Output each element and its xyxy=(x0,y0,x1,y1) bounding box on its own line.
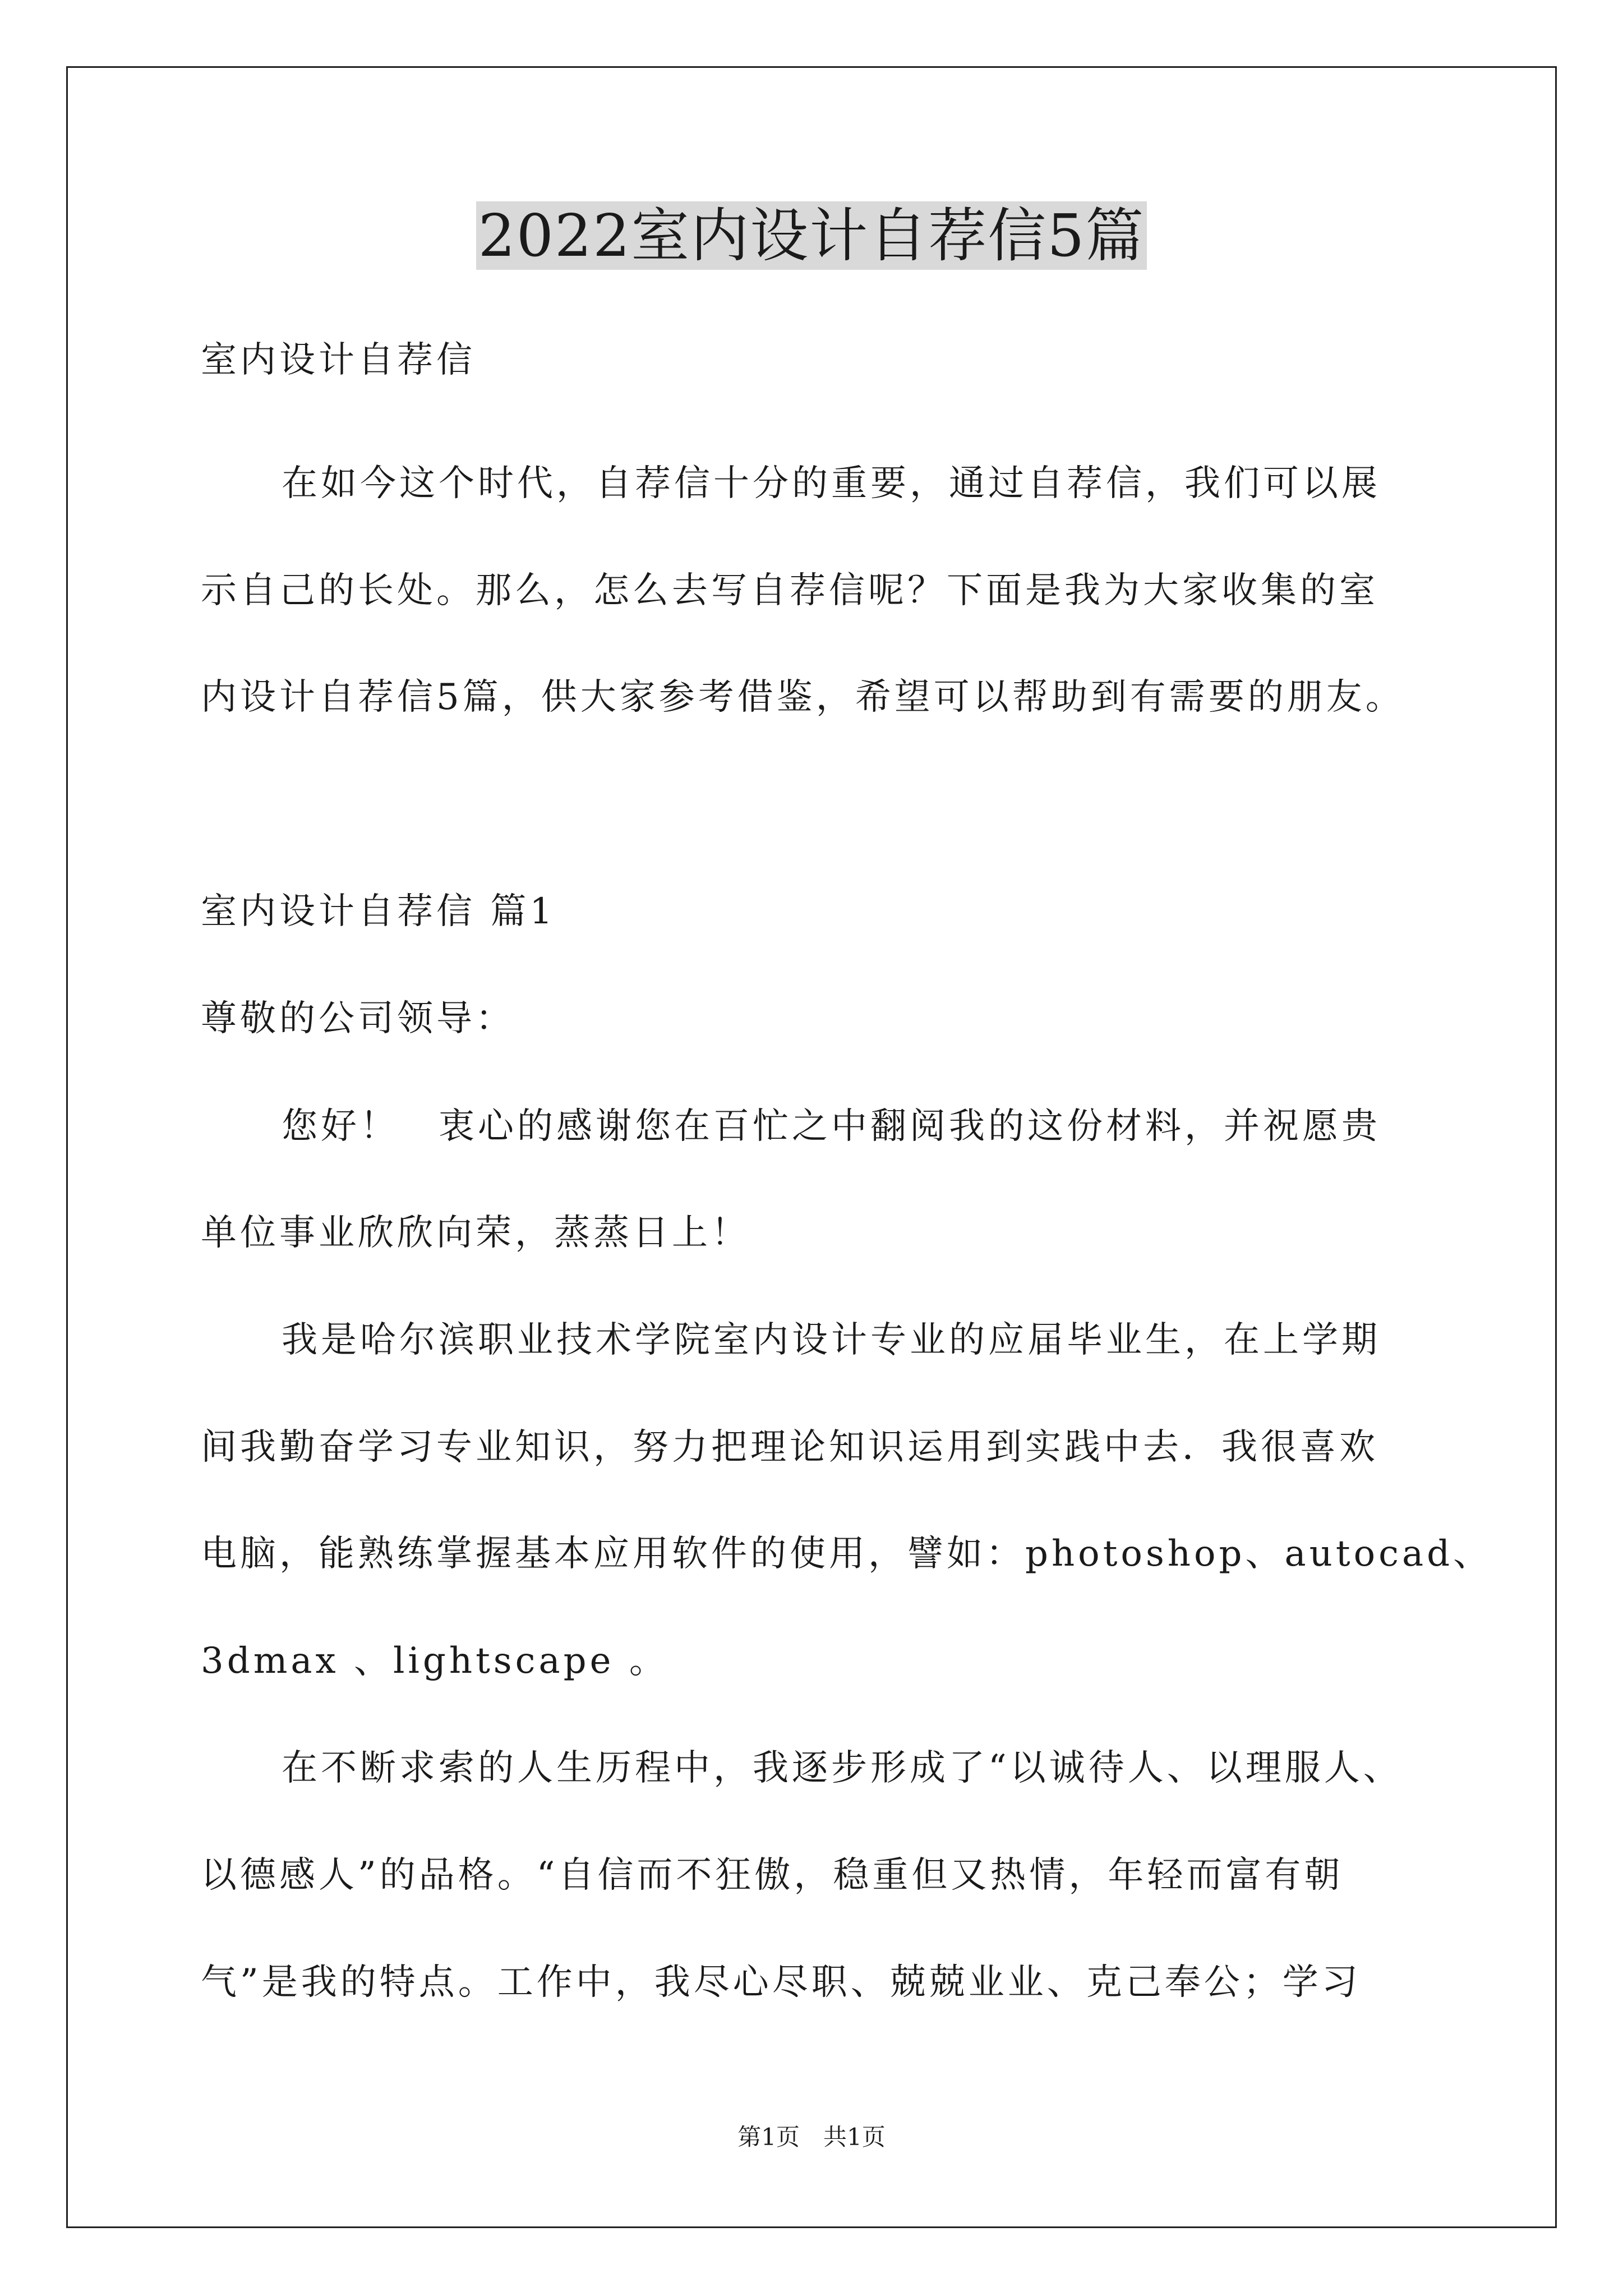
section-heading: 室内设计自荐信 xyxy=(201,339,476,381)
paragraph-line: 您好！ 衷心的感谢您在百忙之中翻阅我的这份材料，并祝愿贵 xyxy=(282,1106,1381,1147)
paragraph-line: 3dmax 、lightscape 。 xyxy=(201,1640,668,1682)
document-title-text: 2022室内设计自荐信5篇 xyxy=(476,201,1147,270)
salutation: 尊敬的公司领导： xyxy=(201,998,515,1039)
paragraph-line: 电脑，能熟练掌握基本应用软件的使用，譬如：photoshop、autocad、 xyxy=(201,1533,1493,1575)
paragraph-line: 我是哈尔滨职业技术学院室内设计专业的应届毕业生，在上学期 xyxy=(282,1319,1381,1361)
paragraph-line: 在如今这个时代，自荐信十分的重要，通过自荐信，我们可以展 xyxy=(282,463,1381,504)
paragraph-line: 气”是我的特点。工作中，我尽心尽职、兢兢业业、克己奉公；学习 xyxy=(201,1962,1361,2003)
section-heading: 室内设计自荐信 篇1 xyxy=(201,891,556,932)
paragraph-line: 内设计自荐信5篇，供大家参考借鉴，希望可以帮助到有需要的朋友。 xyxy=(201,677,1405,718)
document-title xyxy=(0,194,1623,278)
paragraph-line: 以德感人”的品格。“自信而不狂傲，稳重但又热情，年轻而富有朝 xyxy=(201,1855,1344,1896)
paragraph-line: 在不断求索的人生历程中，我逐步形成了“以诚待人、以理服人、 xyxy=(282,1747,1403,1789)
paragraph-line: 示自己的长处。那么，怎么去写自荐信呢？下面是我为大家收集的室 xyxy=(201,570,1378,611)
paragraph-line: 单位事业欣欣向荣，蒸蒸日上！ xyxy=(201,1212,750,1254)
paragraph-line: 间我勤奋学习专业知识，努力把理论知识运用到实践中去．我很喜欢 xyxy=(201,1427,1378,1468)
page-footer: 第1页 共1页 xyxy=(737,2123,886,2151)
